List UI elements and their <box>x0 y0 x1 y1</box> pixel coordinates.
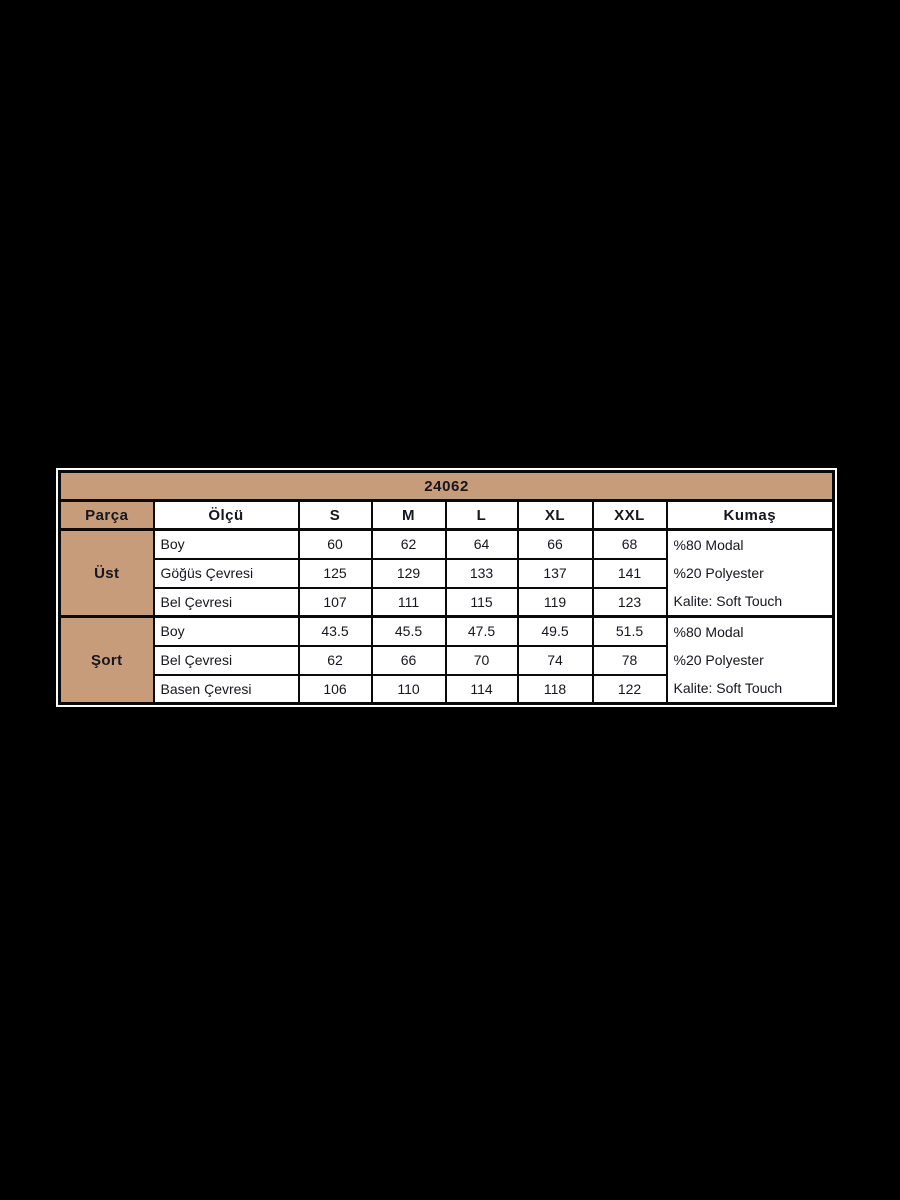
column-header-kumas: Kumaş <box>667 501 834 530</box>
size-value: 133 <box>446 559 518 588</box>
measure-label: Bel Çevresi <box>154 646 299 675</box>
table-row <box>60 646 834 675</box>
size-value: 47.5 <box>446 617 518 646</box>
size-value: 107 <box>299 588 372 617</box>
part-label-ust: Üst <box>60 530 154 617</box>
size-value: 66 <box>372 646 446 675</box>
table-row <box>60 675 834 704</box>
size-value: 115 <box>446 588 518 617</box>
size-value: 122 <box>593 675 667 704</box>
size-value: 125 <box>299 559 372 588</box>
measure-label: Göğüs Çevresi <box>154 559 299 588</box>
size-value: 110 <box>372 675 446 704</box>
size-value: 141 <box>593 559 667 588</box>
size-value: 74 <box>518 646 593 675</box>
size-value: 60 <box>299 530 372 559</box>
table-row <box>60 530 834 559</box>
size-chart-table <box>58 470 835 705</box>
size-value: 68 <box>593 530 667 559</box>
fabric-line: %20 Polyester <box>667 646 834 675</box>
measure-label: Boy <box>154 617 299 646</box>
size-value: 70 <box>446 646 518 675</box>
size-value: 78 <box>593 646 667 675</box>
table-row <box>60 501 834 530</box>
size-chart-sheet <box>56 468 837 707</box>
product-code: 24062 <box>60 472 834 501</box>
fabric-line: Kalite: Soft Touch <box>667 588 834 617</box>
column-header-xl: XL <box>518 501 593 530</box>
column-header-s: S <box>299 501 372 530</box>
fabric-line: %80 Modal <box>667 530 834 559</box>
table-row <box>60 559 834 588</box>
size-value: 62 <box>299 646 372 675</box>
table-row <box>60 472 834 501</box>
column-header-l: L <box>446 501 518 530</box>
column-header-xxl: XXL <box>593 501 667 530</box>
size-value: 45.5 <box>372 617 446 646</box>
table-row <box>60 588 834 617</box>
size-value: 119 <box>518 588 593 617</box>
column-header-parca: Parça <box>60 501 154 530</box>
size-value: 62 <box>372 530 446 559</box>
fabric-line: %80 Modal <box>667 617 834 646</box>
size-value: 118 <box>518 675 593 704</box>
size-value: 114 <box>446 675 518 704</box>
size-value: 129 <box>372 559 446 588</box>
size-value: 66 <box>518 530 593 559</box>
size-value: 106 <box>299 675 372 704</box>
size-value: 43.5 <box>299 617 372 646</box>
size-value: 64 <box>446 530 518 559</box>
size-value: 49.5 <box>518 617 593 646</box>
size-value: 111 <box>372 588 446 617</box>
fabric-line: %20 Polyester <box>667 559 834 588</box>
table-row <box>60 617 834 646</box>
size-value: 51.5 <box>593 617 667 646</box>
fabric-line: Kalite: Soft Touch <box>667 675 834 704</box>
measure-label: Boy <box>154 530 299 559</box>
column-header-m: M <box>372 501 446 530</box>
part-label-sort: Şort <box>60 617 154 704</box>
measure-label: Basen Çevresi <box>154 675 299 704</box>
column-header-olcu: Ölçü <box>154 501 299 530</box>
size-value: 137 <box>518 559 593 588</box>
size-value: 123 <box>593 588 667 617</box>
measure-label: Bel Çevresi <box>154 588 299 617</box>
